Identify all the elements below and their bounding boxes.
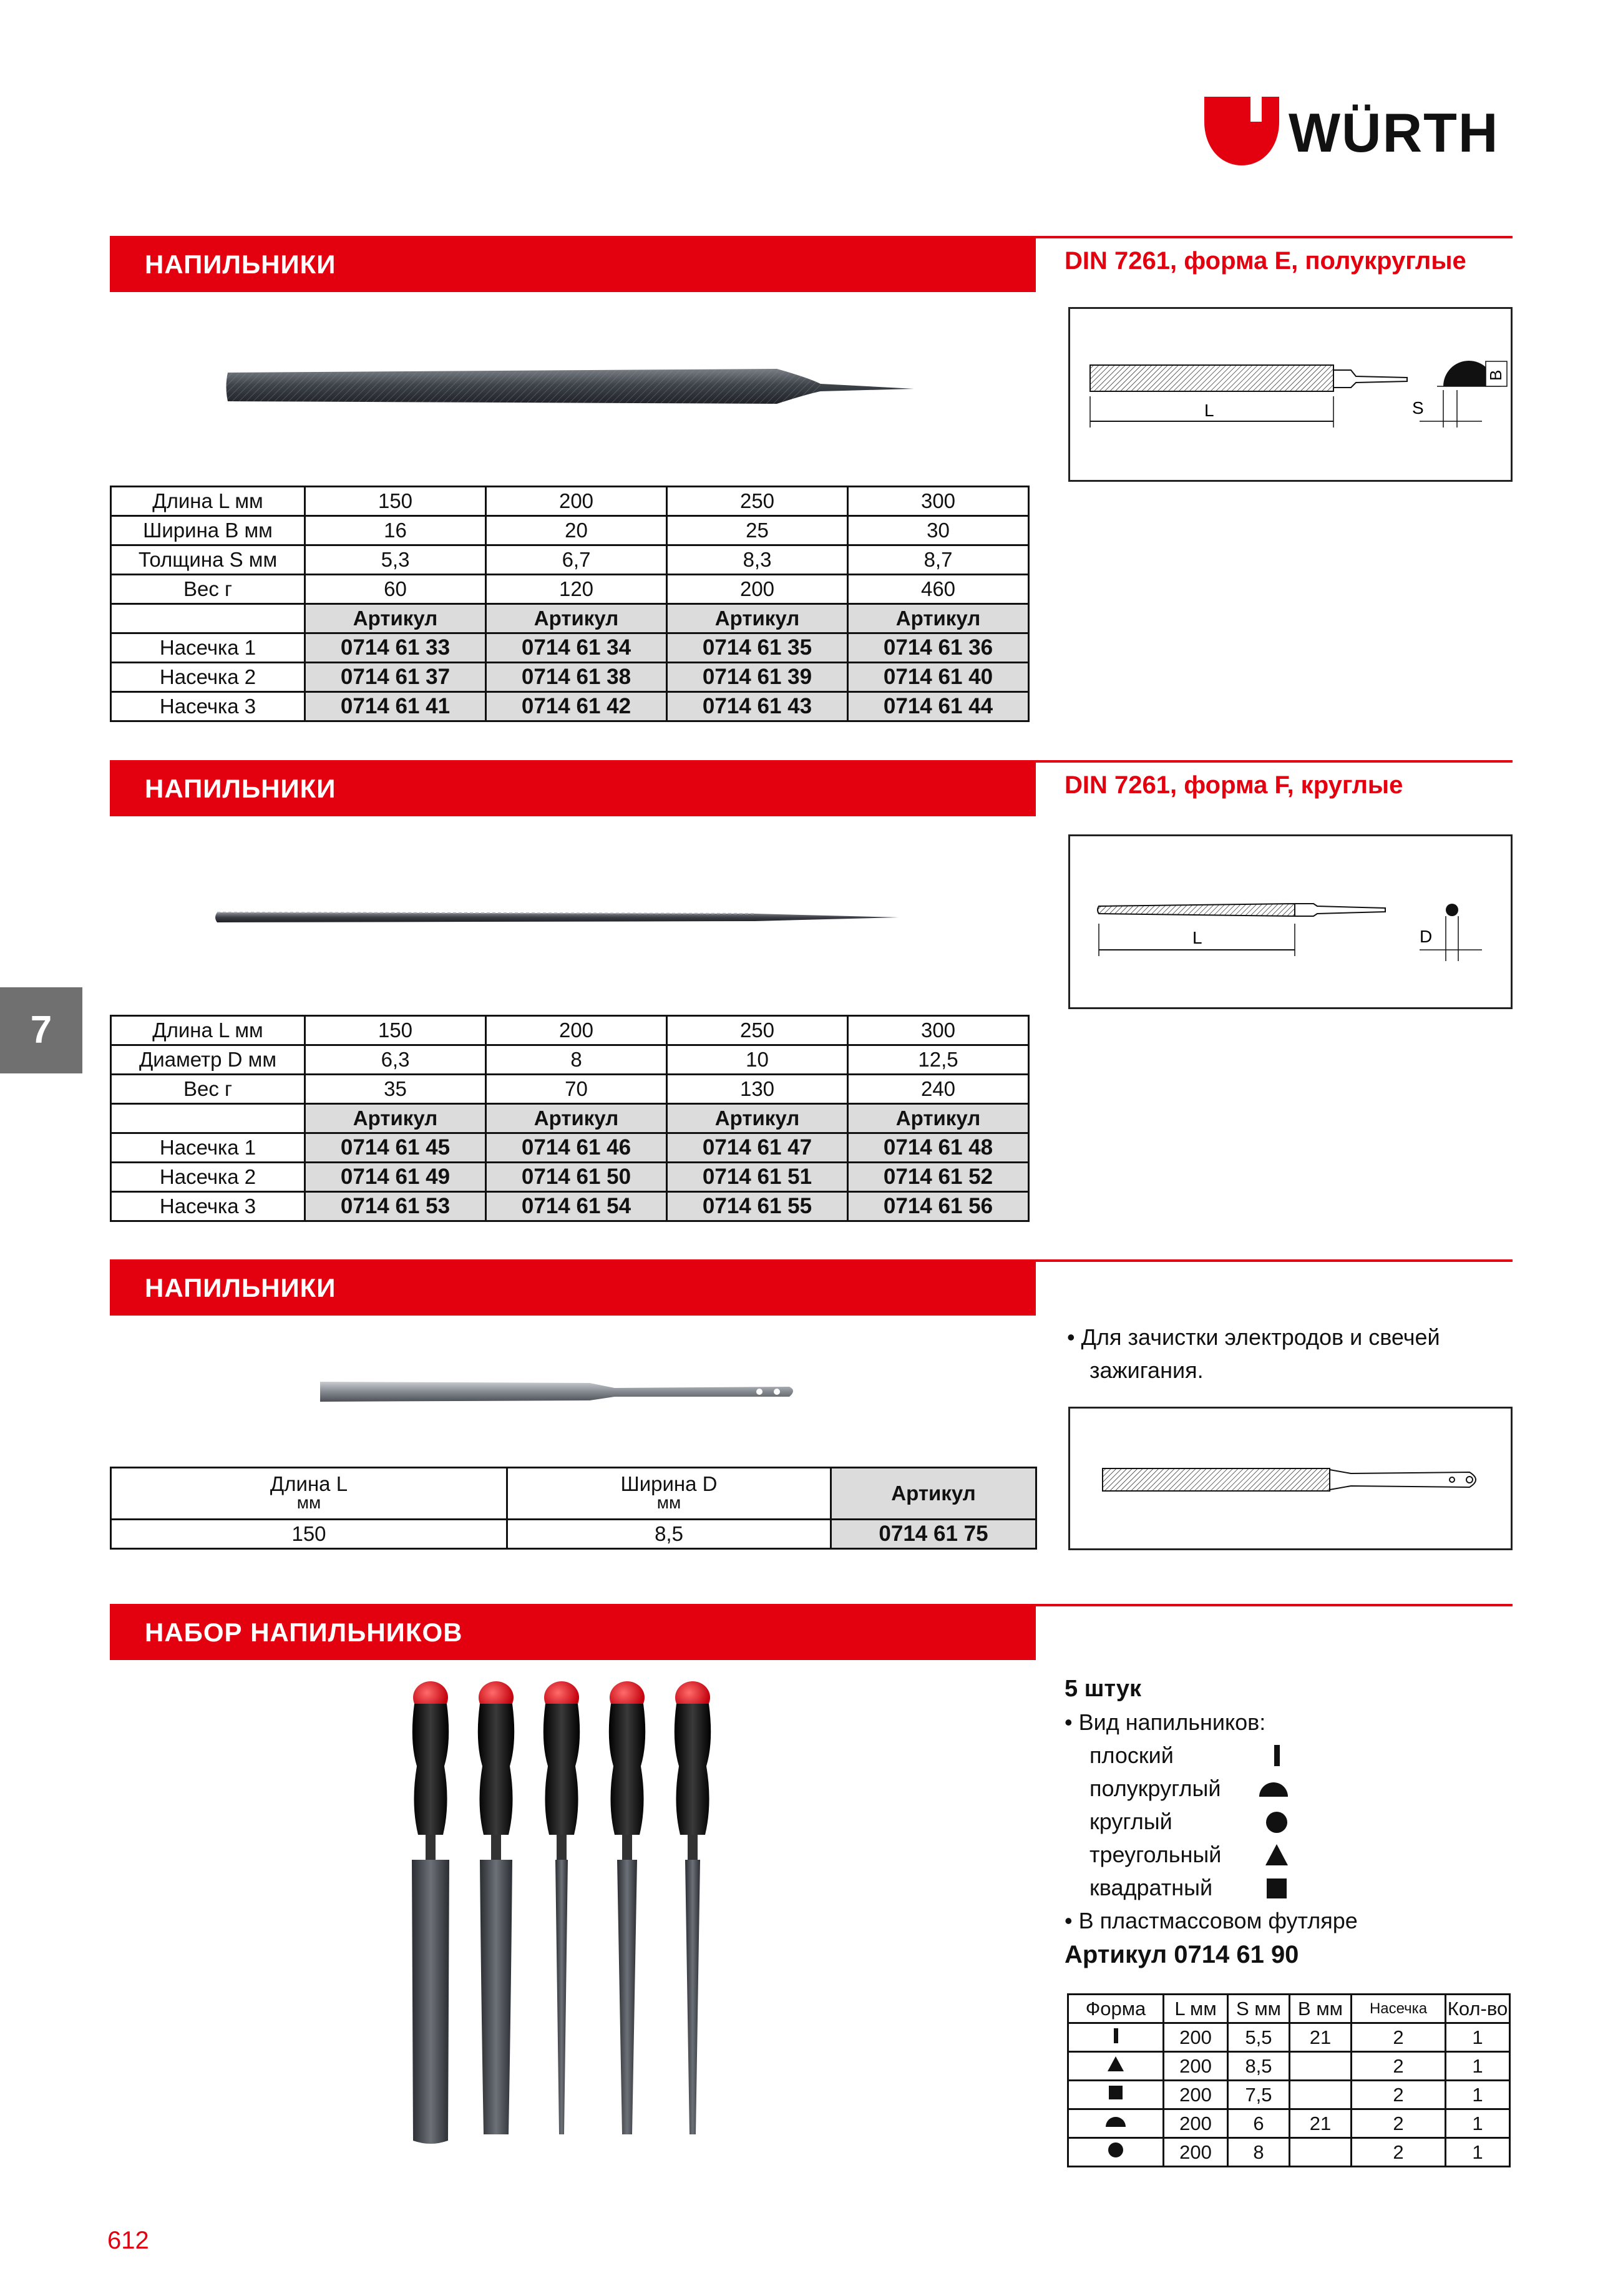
type-item: плоский	[1065, 1739, 1289, 1772]
width-header: Ширина D мм	[507, 1468, 831, 1520]
electrode-file-photo	[315, 1367, 802, 1417]
wurth-logo	[1204, 94, 1516, 175]
article-header: Артикул	[831, 1468, 1036, 1520]
section3-title: НАПИЛЬНИКИ	[145, 1273, 336, 1302]
section3-rule	[1036, 1259, 1513, 1262]
electrode-file-drawing	[1068, 1407, 1513, 1550]
section4-rule	[1036, 1604, 1513, 1606]
table-row	[111, 1468, 1036, 1520]
table-row: Вес г 35 70 130 240	[111, 1075, 1029, 1104]
round-file-drawing	[1068, 834, 1513, 1009]
table-row: Насечка 2 0714 61 37 0714 61 38 0714 61 39 0714 61 40	[111, 663, 1029, 692]
table-row: Ширина B мм 16 20 25 30	[111, 516, 1029, 545]
drawing2-l-label: L	[1192, 928, 1202, 947]
section3-feature: • Для зачистки электродов и свечей зажигания.	[1067, 1321, 1440, 1387]
section2-title: НАПИЛЬНИКИ	[145, 774, 336, 803]
table-row: Толщина S мм 5,3 6,7 8,3 8,7	[111, 545, 1029, 575]
table-row: Насечка 2 0714 61 49 0714 61 50 0714 61 51 0714 61 52	[111, 1163, 1029, 1192]
section4-set-table	[1067, 1993, 1511, 2167]
table-row: Длина L мм 150 200 250 300	[111, 487, 1029, 516]
table-row: 200 6 21 2 1	[1068, 2109, 1510, 2138]
drawing1-l-label: L	[1204, 401, 1214, 420]
table-row: 150 8,5 0714 61 75	[111, 1520, 1036, 1549]
table-row: Насечка 1 0714 61 45 0714 61 46 0714 61 47 0714 61 48	[111, 1133, 1029, 1163]
table-row: Длина L мм 150 200 250 300	[111, 1016, 1029, 1045]
drawing1-b-label: B	[1486, 369, 1505, 381]
drawing1-s-label: S	[1412, 398, 1424, 418]
table-row: 200 8 2 1	[1068, 2138, 1510, 2167]
logo-mark-icon	[1204, 97, 1279, 165]
feature-line-1: Для зачистки электродов и свечей	[1081, 1324, 1440, 1350]
table-row: Насечка 3 0714 61 41 0714 61 42 0714 61 43 0714 61 44	[111, 692, 1029, 721]
section2-subtitle: DIN 7261, форма F, круглые	[1065, 771, 1403, 799]
section2-header	[110, 760, 1036, 816]
table-header-row: Форма L мм S мм B мм Насечка Кол-во	[1068, 1995, 1510, 2023]
table-row: Диаметр D мм 6,3 8 10 12,5	[111, 1045, 1029, 1075]
table-row: Насечка 1 0714 61 33 0714 61 34 0714 61 35 0714 61 36	[111, 633, 1029, 663]
file-set-photo	[374, 1673, 749, 2172]
type-item: треугольный	[1065, 1838, 1289, 1871]
brand-name: WÜRTH	[1289, 102, 1499, 164]
section1-header	[110, 236, 1036, 292]
triangle-icon	[1068, 2052, 1164, 2081]
feature-line-2: зажигания.	[1089, 1357, 1204, 1383]
set-article: Артикул 0714 61 90	[1065, 1941, 1299, 1968]
square-icon	[1068, 2081, 1164, 2109]
round-icon	[1068, 2138, 1164, 2167]
table-row: 200 8,5 2 1	[1068, 2052, 1510, 2081]
section1-title: НАПИЛЬНИКИ	[145, 250, 336, 279]
chapter-tab: 7	[0, 987, 82, 1073]
section4-description: 5 штук • Вид напильников: плоский полукруглый круглый треугольный квадратный • В пластмассовом футляре Артикул 0714 61 90	[1065, 1673, 1501, 1971]
length-header: Длина L мм	[111, 1468, 507, 1520]
section2-rule	[1036, 760, 1513, 763]
section4-header	[110, 1604, 1036, 1660]
flat-icon	[1068, 2023, 1164, 2052]
section2-spec-table	[110, 1015, 1030, 1222]
type-item: квадратный	[1065, 1871, 1289, 1904]
section1-rule	[1036, 236, 1513, 238]
table-row: 200 5,5 21 2 1	[1068, 2023, 1510, 2052]
section1-spec-table	[110, 486, 1030, 722]
section3-header	[110, 1259, 1036, 1316]
types-title: Вид напильников:	[1078, 1709, 1266, 1735]
half-round-file-photo	[222, 334, 933, 440]
half-round-icon	[1068, 2109, 1164, 2138]
case-note: В пластмассовом футляре	[1078, 1908, 1358, 1933]
type-item: полукруглый	[1065, 1772, 1289, 1805]
section3-spec-table	[110, 1467, 1037, 1550]
table-row: Насечка 3 0714 61 53 0714 61 54 0714 61 55 0714 61 56	[111, 1192, 1029, 1221]
section1-subtitle: DIN 7261, форма E, полукруглые	[1065, 247, 1466, 275]
set-count: 5 штук	[1065, 1676, 1142, 1702]
round-file-photo	[212, 886, 911, 949]
article-header-row: Артикул Артикул Артикул Артикул	[111, 604, 1029, 633]
square-icon	[1264, 1876, 1289, 1910]
half-round-file-drawing	[1068, 307, 1513, 482]
type-item: круглый	[1065, 1805, 1289, 1838]
section4-title: НАБОР НАПИЛЬНИКОВ	[145, 1618, 463, 1647]
table-row: Вес г 60 120 200 460	[111, 575, 1029, 604]
table-row: 200 7,5 2 1	[1068, 2081, 1510, 2109]
drawing2-d-label: D	[1420, 927, 1433, 946]
page-number: 612	[107, 2227, 149, 2254]
article-header-row: Артикул Артикул Артикул Артикул	[111, 1104, 1029, 1133]
